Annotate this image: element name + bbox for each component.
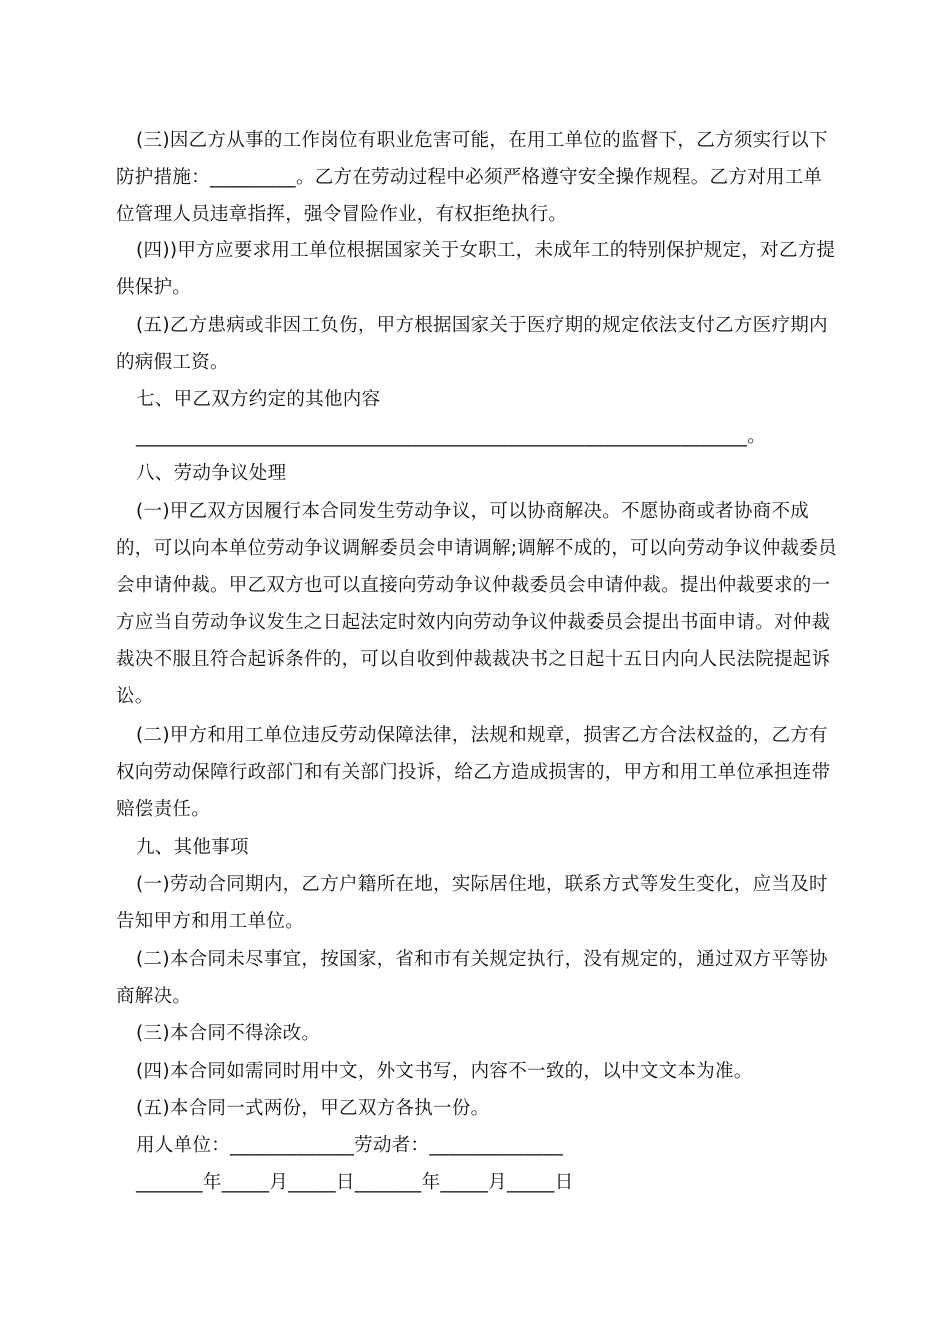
paragraph-text: (三)本合同不得涂改。 bbox=[136, 1023, 321, 1044]
paragraph-text: (一)甲乙双方因履行本合同发生劳动争议，可以协商解决。不愿协商或者协商不成的，可以向本单位劳动争议调解委员会申请调解;调解不成的，可以向劳动争议仲裁委员会申请仲裁。甲乙双方也可以直接向劳动争议仲裁委员会申请仲裁。提出仲裁要求的一方应当自劳动争议发生之日起法定时效内向劳动争议仲裁委员会提出书面申请。对仲裁裁决不服且符合起诉条件的，可以自收到仲裁裁决书之日起十五日内向人民法院提起诉讼。 bbox=[116, 501, 837, 707]
blank-line-text: ________________________________________________________________。 bbox=[136, 426, 766, 447]
paragraph-copies bbox=[116, 1090, 838, 1127]
paragraph-no-alteration bbox=[116, 1015, 838, 1052]
paragraph-dispute-resolution bbox=[116, 493, 838, 715]
paragraph-text: (五)乙方患病或非因工负伤，甲方根据国家关于医疗期的规定依法支付乙方医疗期内的病假工资。 bbox=[116, 315, 828, 373]
paragraph-text: (一)劳动合同期内，乙方户籍所在地，实际居住地，联系方式等发生变化，应当及时告知甲方和用工单位。 bbox=[116, 874, 828, 932]
paragraph-protection-measures bbox=[116, 122, 838, 233]
paragraph-violation-liability bbox=[116, 717, 838, 828]
section-heading-8 bbox=[116, 455, 838, 492]
paragraph-text: (四))甲方应要求用工单位根据国家关于女职工，未成年工的特别保护规定，对乙方提供保护。 bbox=[116, 240, 836, 298]
paragraph-text: (二)本合同未尽事宜，按国家，省和市有关规定执行，没有规定的，通过双方平等协商解决。 bbox=[116, 949, 828, 1007]
paragraph-text: (四)本合同如需同时用中文，外文书写，内容不一致的，以中文文本为准。 bbox=[136, 1061, 753, 1082]
paragraph-female-workers bbox=[116, 232, 838, 306]
paragraph-text: (二)甲方和用工单位违反劳动保障法律，法规和规章，损害乙方合法权益的，乙方有权向劳动保障行政部门和有关部门投诉，给乙方造成损害的，甲方和用工单位承担连带赔偿责任。 bbox=[116, 725, 831, 820]
heading-text: 七、甲乙双方约定的其他内容 bbox=[136, 389, 381, 410]
paragraph-info-change bbox=[116, 866, 838, 940]
heading-text: 八、劳动争议处理 bbox=[136, 463, 287, 484]
heading-text: 九、其他事项 bbox=[136, 837, 249, 858]
signature-text: 用人单位：_____________劳动者：______________ bbox=[136, 1135, 564, 1156]
signature-line bbox=[116, 1127, 838, 1164]
paragraph-language bbox=[116, 1053, 838, 1090]
paragraph-sick-leave bbox=[116, 307, 838, 381]
paragraph-text: (五)本合同一式两份，甲乙双方各执一份。 bbox=[136, 1098, 490, 1119]
paragraph-text: (三)因乙方从事的工作岗位有职业危害可能，在用工单位的监督下，乙方须实行以下防护措施：_________。乙方在劳动过程中必须严格遵守安全操作规程。乙方对用工单位管理人员违章指挥，强令冒险作业，有权拒绝执行。 bbox=[116, 130, 828, 225]
section-heading-9 bbox=[116, 829, 838, 866]
paragraph-unaddressed-matters bbox=[116, 941, 838, 1015]
date-line bbox=[116, 1164, 838, 1201]
blank-other-content-line bbox=[116, 418, 838, 455]
section-heading-7 bbox=[116, 381, 838, 418]
date-text: _______年_____月_____日_______年_____月_____日 bbox=[136, 1172, 574, 1193]
